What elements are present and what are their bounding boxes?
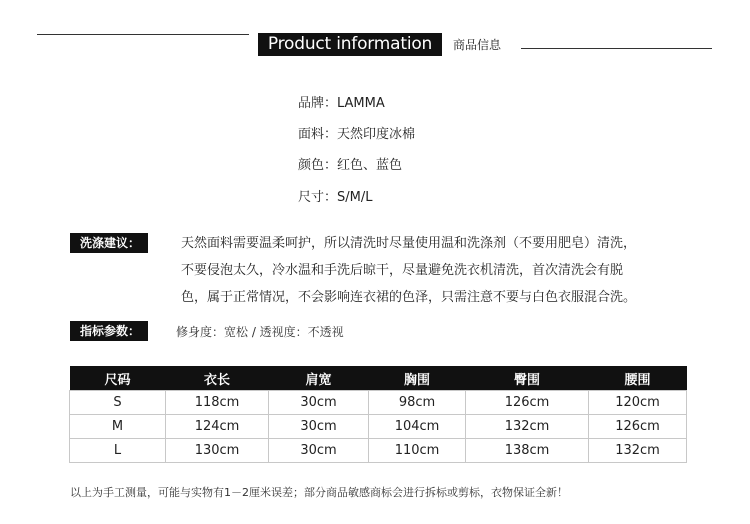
page-title-cn: 商品信息 (453, 38, 502, 52)
index-text: 修身度：宽松 / 透视度：不透视 (176, 325, 344, 339)
table-cell: 110cm (369, 439, 466, 463)
table-cell: 118cm (166, 391, 269, 415)
header-rule-left (37, 34, 249, 35)
table-cell: 30cm (269, 415, 369, 439)
table-row (70, 415, 687, 439)
header-cell: 臀围 (466, 366, 589, 391)
header-cell: 衣长 (166, 366, 269, 391)
size-line: 尺寸：S/M/L (298, 190, 373, 205)
table-cell: 130cm (166, 439, 269, 463)
wash-text (181, 230, 651, 311)
table-row (70, 391, 687, 415)
header-cell: 胸围 (369, 366, 466, 391)
size-table-header (70, 366, 687, 391)
wash-label: 洗涤建议： (70, 233, 148, 253)
table-cell: S (70, 391, 166, 415)
header-cell: 肩宽 (269, 366, 369, 391)
fabric-line: 面料：天然印度冰棉 (298, 127, 416, 142)
table-cell: 30cm (269, 391, 369, 415)
table-cell: 124cm (166, 415, 269, 439)
table-cell: 132cm (589, 439, 687, 463)
table-cell: 138cm (466, 439, 589, 463)
brand-line: 品牌：LAMMA (298, 96, 385, 111)
table-cell: L (70, 439, 166, 463)
table-cell: 132cm (466, 415, 589, 439)
header-cell: 腰围 (589, 366, 687, 391)
wash-text-line: 不要侵泡太久，冷水温和手洗后晾干，尽量避免洗衣机清洗，首次清洗会有脱 (181, 263, 624, 278)
header-cell: 尺码 (70, 366, 166, 391)
table-cell: M (70, 415, 166, 439)
color-line: 颜色：红色、蓝色 (298, 158, 403, 173)
header-rule-right (521, 48, 712, 49)
wash-text-line: 色，属于正常情况，不会影响连衣裙的色泽，只需注意不要与白色衣服混合洗。 (181, 290, 637, 305)
table-cell: 120cm (589, 391, 687, 415)
wash-text-line: 天然面料需要温柔呵护，所以清洗时尽量使用温和洗涤剂（不要用肥皂）清洗， (181, 236, 637, 251)
index-label: 指标参数： (70, 321, 148, 341)
table-cell: 30cm (269, 439, 369, 463)
table-cell: 126cm (589, 415, 687, 439)
table-row (70, 439, 687, 463)
page-title: Product information (258, 33, 442, 56)
table-cell: 98cm (369, 391, 466, 415)
table-cell: 104cm (369, 415, 466, 439)
footnote: 以上为手工测量，可能与实物有1－2厘米误差；部分商品敏感商标会进行拆标或剪标，衣物保证全新！ (70, 486, 568, 499)
size-table (69, 366, 687, 463)
table-cell: 126cm (466, 391, 589, 415)
